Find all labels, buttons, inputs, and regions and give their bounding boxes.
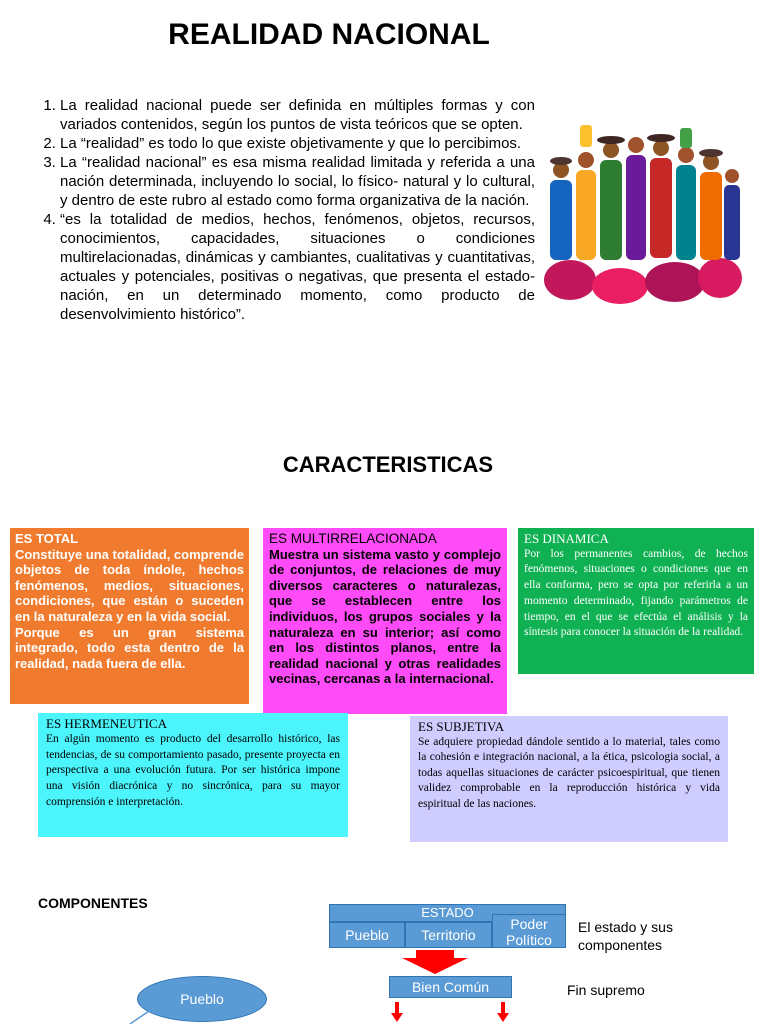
card-text: Se adquiere propiedad dándole sentido a lo material, tales como la cohesión e integración nacional, a la ética, psicologia social, a todas aquellas situaciones de carácter psicoespiritual, que tienen validez comprobable en la reproducción histórica y vida espiritual de las naciones.	[418, 735, 720, 810]
card-text: En algún momento es producto del desarrollo histórico, las tendencias, de su comportamiento pasado, presente proyecta en perspectiva a una evolución futura. Por ser histórica impone una visión diacrónica y no sincrónica, para su mayor comprensión e interpretación.	[46, 732, 340, 808]
pueblo-oval: Pueblo	[137, 976, 267, 1022]
card-heading: ES SUBJETIVA	[418, 719, 505, 734]
down-arrow-icon	[391, 1002, 403, 1022]
people-photo	[540, 110, 745, 305]
intro-item: 4. “es la totalidad de medios, hechos, fenómenos, objetos, recursos, conocimientos, capacidades, situaciones o condiciones multirelacionadas, dinámicas y cambiantes, cualitativas y cuantitativas, actuales y potenciales, positivas o negativas, que presenta el estado- nación, en un determinado momento, como producto de desenvolvimiento histórico”.	[60, 210, 535, 324]
characteristics-title: CARACTERISTICAS	[282, 452, 494, 477]
card-heading: ES MULTIRRELACIONADA	[269, 531, 437, 546]
card-es-multirrelacionada	[263, 528, 507, 714]
card-text: Muestra un sistema vasto y complejo de conjuntos, de relaciones de muy diversos caracteres o naturalezas, que se establecen entre los individuos, los grupos sociales y la naturaleza en su interior; así como en los distintos planos, entre la realidad nacional y otras realidades vecinas, cercanas a la internacional.	[269, 546, 501, 687]
card-es-subjetiva	[410, 716, 728, 842]
card-heading: ES TOTAL	[15, 531, 79, 546]
fin-supremo-caption: Fin supremo	[567, 982, 645, 998]
pueblo-box: Pueblo	[329, 922, 405, 948]
card-text: Porque es un gran sistema integrado, todo esta dentro de la realidad, nada fuera de ella.	[15, 624, 244, 671]
intro-item: 2. La “realidad” es todo lo que existe objetivamente y que lo percibimos.	[60, 134, 535, 153]
territorio-box: Territorio	[405, 922, 492, 948]
card-text: Por los permanentes cambios, de hechos fenómenos, situaciones o condiciones que en ella conforma, pero se opta por referirla a un momento determinado, fijando parámetros de tiempo, en el que se efectúa el análisis y la síntesis para conocer la situación de la realidad.	[524, 547, 748, 639]
card-es-hermeneutica	[38, 713, 348, 837]
intro-list	[36, 96, 535, 324]
down-arrow-icon	[497, 1002, 509, 1022]
intro-item: 3. La “realidad nacional” es esa misma realidad limitada y referida a una nación determinada, incluyendo lo social, lo físico- natural y lo cultural, y dentro de este rubro al estado como forma organizativa de la nación.	[60, 153, 535, 210]
components-title: COMPONENTES	[38, 895, 148, 911]
page-title: REALIDAD NACIONAL	[168, 18, 490, 51]
connector-line	[128, 1008, 154, 1024]
card-heading: ES DINAMICA	[524, 531, 609, 546]
down-arrow-icon	[400, 950, 470, 974]
card-es-dinamica	[518, 528, 754, 674]
estado-caption: El estado y sus componentes	[578, 919, 673, 953]
bien-comun-box: Bien Común	[389, 976, 512, 998]
card-es-total	[10, 528, 249, 704]
poder-politico-box: Poder Político	[492, 914, 566, 948]
card-heading: ES HERMENEUTICA	[46, 716, 167, 731]
card-text: Constituye una totalidad, comprende objetos de toda índole, hechos fenómenos, medios, situaciones, condiciones, que están o suceden en la naturaleza y en la vida social.	[15, 546, 244, 624]
estado-box: ESTADO	[329, 904, 566, 922]
intro-item: 1. La realidad nacional puede ser definida en múltiples formas y con variados contenidos, según los puntos de vista teóricos que se opten.	[60, 96, 535, 134]
